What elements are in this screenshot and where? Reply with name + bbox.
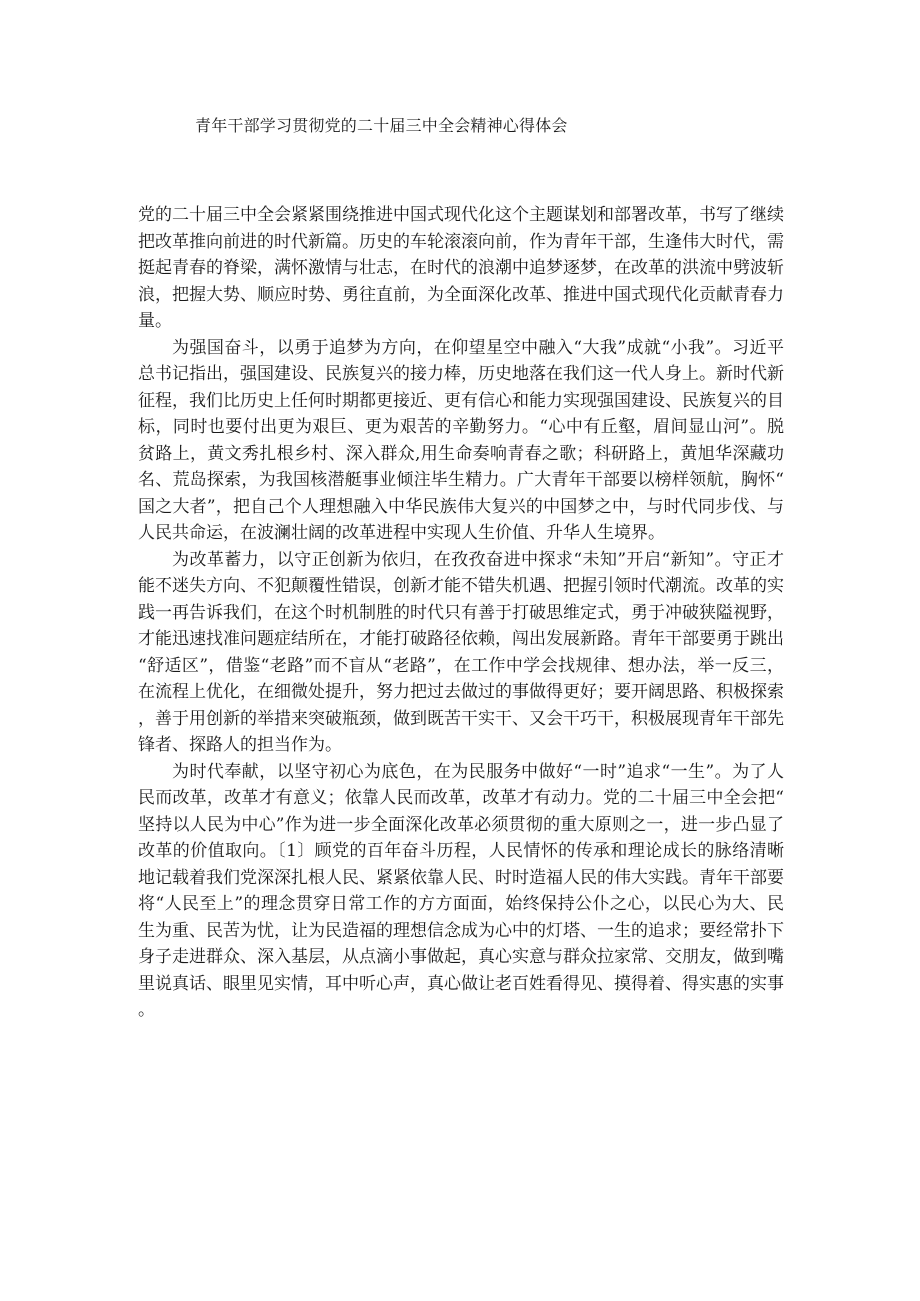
document-body — [138, 202, 784, 1024]
paragraph-struggle: 为强国奋斗，以勇于追梦为方向，在仰望星空中融入“大我”成就“小我”。习近平总书记指出，强国建设、民族复兴的接力棒，历史地落在我们这一代人身上。新时代新征程，我们比历史上任何时期都更接近、更有信心和能力实现强国建设、民族复兴的目标，同时也要付出更为艰巨、更为艰苦的辛勤努力。“心中有丘壑，眉间显山河”。脱贫路上，黄文秀扎根乡村、深入群众,用生命奏响青春之歌；科研路上，黄旭华深藏功名、荒岛探索，为我国核潜艇事业倾注毕生精力。广大青年干部要以榜样领航，胸怀“国之大者”，把自己个人理想融入中华民族伟大复兴的中国梦之中，与时代同步伐、与人民共命运，在波澜壮阔的改革进程中实现人生价值、升华人生境界。 — [138, 337, 784, 543]
paragraph-intro: 党的二十届三中全会紧紧围绕推进中国式现代化这个主题谋划和部署改革，书写了继续把改革推向前进的时代新篇。历史的车轮滚滚向前，作为青年干部，生逢伟大时代，需挺起青春的脊梁，满怀激情与壮志，在时代的浪潮中追梦逐梦，在改革的洪流中劈波斩浪，把握大势、顺应时势、勇往直前，为全面深化改革、推进中国式现代化贡献青春力量。 — [138, 205, 784, 331]
document-title: 青年干部学习贯彻党的二十届三中全会精神心得体会 — [195, 116, 568, 135]
paragraph-dedication: 为时代奉献，以坚守初心为底色，在为民服务中做好“一时”追求“一生”。为了人民而改革，改革才有意义；依靠人民而改革，改革才有动力。党的二十届三中全会把“坚持以人民为中心”作为进一步全面深化改革必须贯彻的重大原则之一，进一步凸显了改革的价值取向。〔1〕顾党的百年奋斗历程，人民情怀的传承和理论成长的脉络清晰地记载着我们党深深扎根人民、紧紧依靠人民、时时造福人民的伟大实践。青年干部要将“人民至上”的理念贯穿日常工作的方方面面，始终保持公仆之心，以民心为大、民生为重、民苦为忧，让为民造福的理想信念成为心中的灯塔、一生的追求；要经常扑下身子走进群众、深入基层，从点滴小事做起，真心实意与群众拉家常、交朋友，做到嘴里说真话、眼里见实情，耳中听心声，真心做让老百姓看得见、摸得着、得实惠的实事。 — [138, 761, 784, 1020]
paragraph-reform: 为改革蓄力，以守正创新为依归，在孜孜奋进中探求“未知”开启“新知”。守正才能不迷失方向、不犯颠覆性错误，创新才能不错失机遇、把握引领时代潮流。改革的实践一再告诉我们，在这个时机制胜的时代只有善于打破思维定式，勇于冲破狭隘视野，才能迅速找准问题症结所在，才能打破路径依赖，闯出发展新路。青年干部要勇于跳出“舒适区”，借鉴“老路”而不盲从“老路”，在工作中学会找规律、想办法，举一反三，在流程上优化，在细微处提升，努力把过去做过的事做得更好；要开阔思路、积极探索，善于用创新的举措来突破瓶颈，做到既苦干实干、又会干巧干，积极展现青年干部先锋者、探路人的担当作为。 — [138, 549, 784, 755]
